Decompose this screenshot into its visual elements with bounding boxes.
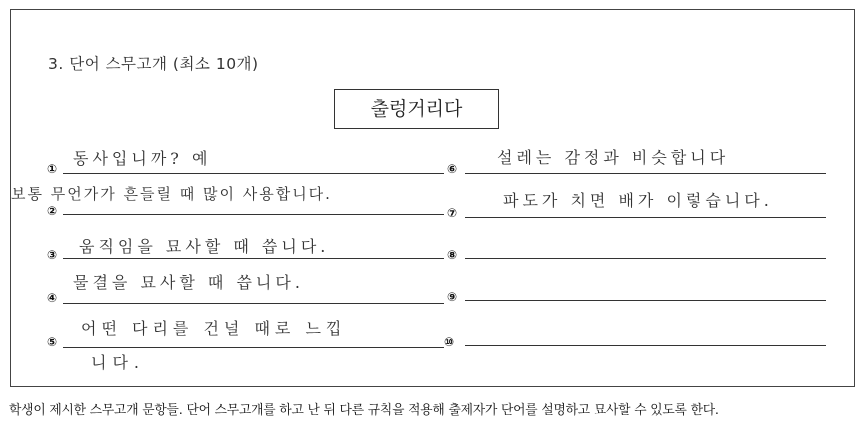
clue-text-5-continued: 니다. <box>91 353 145 372</box>
clue-text-7: 파도가 치면 배가 이렇습니다. <box>503 191 773 210</box>
clue-number-9: ⑨ <box>447 290 458 304</box>
clue-number-4: ④ <box>47 291 58 305</box>
clue-number-2: ② <box>47 204 58 218</box>
answer-line-7 <box>465 217 826 218</box>
answer-line-6 <box>465 173 826 174</box>
clue-text-1: 동사입니까? 예 <box>73 149 212 168</box>
target-word-box: 출렁거리다 <box>334 89 499 129</box>
clue-number-1: ① <box>47 162 58 176</box>
answer-line-4 <box>63 303 444 304</box>
worksheet <box>10 9 855 387</box>
clue-text-3: 움직임을 묘사할 때 씁니다. <box>79 237 330 256</box>
answer-line-5 <box>63 347 444 348</box>
answer-line-9 <box>465 300 826 301</box>
answer-line-8 <box>465 258 826 259</box>
answer-line-1 <box>63 173 444 174</box>
clue-text-2: 보통 무언가가 흔들릴 때 많이 사용합니다. <box>11 185 332 203</box>
clue-number-8: ⑧ <box>447 248 458 262</box>
answer-line-10 <box>465 345 826 346</box>
clue-text-5: 어떤 다리를 건널 때로 느낍 <box>81 319 347 338</box>
section-heading: 3. 단어 스무고개 (최소 10개) <box>48 55 259 73</box>
clue-text-6: 설레는 감정과 비슷합니다 <box>497 148 730 167</box>
clue-number-6: ⑥ <box>447 162 458 176</box>
clue-number-10: ⑩ <box>444 335 455 349</box>
figure-caption: 학생이 제시한 스무고개 문항들. 단어 스무고개를 하고 난 뒤 다른 규칙을 적용해 출제자가 단어를 설명하고 묘사할 수 있도록 한다. <box>9 403 719 418</box>
clue-number-7: ⑦ <box>447 206 458 220</box>
clue-number-5: ⑤ <box>47 335 58 349</box>
answer-line-3 <box>63 258 444 259</box>
clue-text-4: 물결을 묘사할 때 씁니다. <box>73 273 304 292</box>
answer-line-2 <box>63 214 444 215</box>
clue-number-3: ③ <box>47 248 58 262</box>
